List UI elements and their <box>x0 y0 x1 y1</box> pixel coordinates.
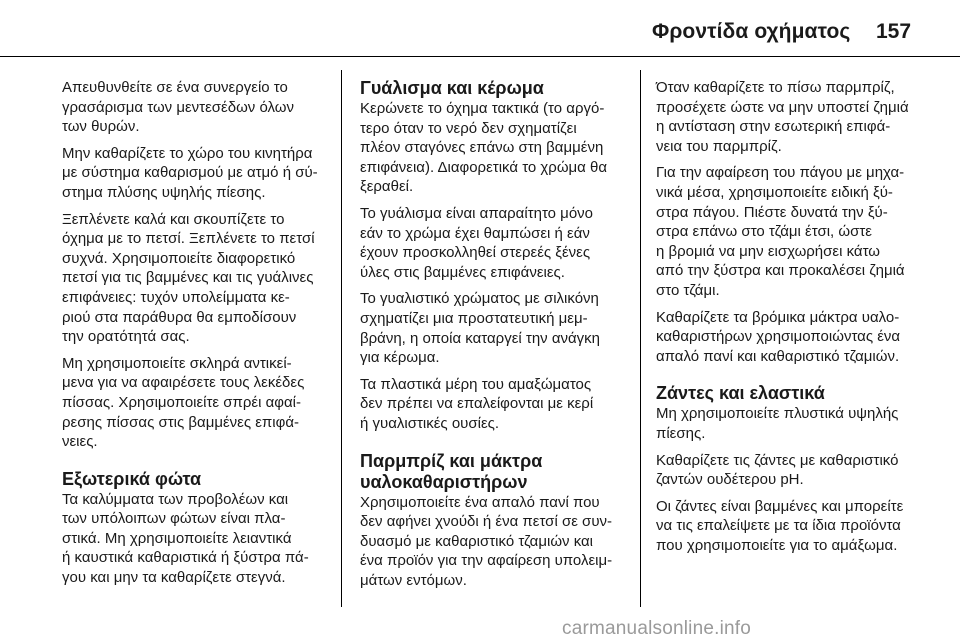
text-line: πίσσας. Χρησιμοποιείτε σπρέι αφαί- <box>62 393 302 411</box>
section-heading: Ζάντες και ελαστικά <box>656 383 825 404</box>
column-2 <box>360 78 636 597</box>
text-line: ξεραθεί. <box>360 178 414 196</box>
text-line: στημα πλύσης υψηλής πίεσης. <box>62 183 266 201</box>
text-line: με σύστημα καθαρισμού με ατμό ή σύ- <box>62 164 318 182</box>
text-line: για κέρωμα. <box>360 349 440 367</box>
text-line: ρεσης πίσσας στις βαμμένες επιφά- <box>62 413 300 431</box>
text-line: εάν το χρώμα έχει θαμπώσει ή εάν <box>360 224 590 242</box>
paragraph <box>360 99 636 197</box>
text-line: ή καυστικά καθαριστικά ή ξύστρα πά- <box>62 549 309 567</box>
paragraph <box>62 354 334 452</box>
text-line: στρα επάνω στο τζάμι έτσι, ώστε <box>656 223 872 241</box>
text-line: Μη χρησιμοποιείτε πλυστικά υψηλής <box>656 405 899 423</box>
text-line: την ορατότητά σας. <box>62 328 190 346</box>
section-heading: Γυάλισμα και κέρωμα <box>360 78 544 98</box>
text-line: των υπόλοιπων φώτων είναι πλα- <box>62 510 286 528</box>
text-line: Τα καλύμματα των προβολέων και <box>62 490 289 508</box>
paragraph <box>62 144 334 203</box>
text-line: δεν αφήνει χνούδι ή ένα πετσί σε συν- <box>360 513 613 531</box>
text-line: βράνη, η οποία καταργεί την ανάγκη <box>360 329 601 347</box>
column-1 <box>62 78 334 595</box>
text-line: Ξεπλένετε καλά και σκουπίζετε το <box>62 210 285 228</box>
paragraph <box>656 497 946 556</box>
heading-line: Παρμπρίζ και μάκτρα <box>360 450 543 471</box>
paragraph <box>360 289 636 367</box>
text-line: Όταν καθαρίζετε το πίσω παρμπρίζ, <box>656 79 895 96</box>
text-line: Τα πλαστικά μέρη του αμαξώματος <box>360 375 592 393</box>
paragraph <box>62 490 334 588</box>
text-line: νικά μέσα, χρησιμοποιείτε ειδική ξύ- <box>656 183 893 201</box>
header-divider <box>0 56 960 57</box>
page-title: Φροντίδα οχήματος <box>652 20 851 43</box>
column-3 <box>656 78 946 562</box>
paragraph <box>62 78 334 137</box>
text-line: Μη χρησιμοποιείτε σκληρά αντικεί- <box>62 354 292 372</box>
paragraph <box>360 204 636 282</box>
text-line: να τις επαλείψετε με τα ίδια προϊόντα <box>656 517 901 535</box>
text-line: πετσί για τις βαμμένες και τις γυάλινες <box>62 269 314 287</box>
text-line: όχημα με το πετσί. Ξεπλένετε το πετσί <box>62 230 315 248</box>
text-line: Χρησιμοποιείτε ένα απαλό πανί που <box>360 493 600 511</box>
text-line: δεν πρέπει να επαλείφονται με κερί <box>360 395 594 413</box>
heading-line: υαλοκαθαριστήρων <box>360 471 528 492</box>
paragraph <box>360 375 636 434</box>
text-line: γου και μην τα καθαρίζετε στεγνά. <box>62 569 286 587</box>
paragraph <box>360 493 636 591</box>
text-line: η βρομιά να μην εισχωρήσει κάτω <box>656 242 881 260</box>
paragraph <box>656 78 946 156</box>
text-line: δυασμό με καθαριστικό τζαμιών και <box>360 532 594 550</box>
text-line: Απευθυνθείτε σε ένα συνεργείο το <box>62 79 288 96</box>
paragraph <box>62 210 334 347</box>
text-line: ριού στα παράθυρα θα εμποδίσουν <box>62 308 297 326</box>
text-line: νεια του παρμπρίζ. <box>656 137 782 155</box>
text-line: στικά. Μη χρησιμοποιείτε λειαντικά <box>62 529 292 547</box>
text-line: Καθαρίζετε τα βρόμικα μάκτρα υαλο- <box>656 308 900 326</box>
text-line: που χρησιμοποιείτε για το αμάξωμα. <box>656 536 898 554</box>
text-line: Οι ζάντες είναι βαμμένες και μπορείτε <box>656 497 904 515</box>
text-line: έχουν προσκολληθεί στερεές ξένες <box>360 244 591 262</box>
column-divider-2 <box>640 70 641 607</box>
text-line: νειες. <box>62 433 98 451</box>
text-line: στρα πάγου. Πιέστε δυνατά την ξύ- <box>656 203 888 221</box>
text-line: γρασάρισμα των μεντεσέδων όλων <box>62 98 294 116</box>
text-line: απαλό πανί και καθαριστικό τζαμιών. <box>656 347 900 365</box>
text-line: ζαντών ουδέτερου pH. <box>656 471 804 489</box>
paragraph <box>656 308 946 367</box>
column-divider-1 <box>341 70 342 607</box>
text-line: Μην καθαρίζετε το χώρο του κινητήρα <box>62 144 313 162</box>
text-line: ύλες στις βαμμένες επιφάνειες. <box>360 263 565 281</box>
text-line: Το γυαλιστικό χρώματος με σιλικόνη <box>360 290 599 308</box>
text-line: πλέον σταγόνες επάνω στη βαμμένη <box>360 139 604 157</box>
text-line: ένα προϊόν για την αφαίρεση υπολειμ- <box>360 552 613 570</box>
paragraph <box>656 451 946 490</box>
section-heading <box>360 451 636 493</box>
paragraph <box>656 404 946 443</box>
text-line: ή γυαλιστικές ουσίες. <box>360 414 500 432</box>
watermark-text: carmanualsonline.info <box>562 618 752 639</box>
text-line: πίεσης. <box>656 424 706 442</box>
text-line: Καθαρίζετε τις ζάντες με καθαριστικό <box>656 451 899 469</box>
text-line: συχνά. Χρησιμοποιείτε διαφορετικό <box>62 249 296 267</box>
text-line: μάτων εντόμων. <box>360 571 467 589</box>
text-line: καθαριστήρων χρησιμοποιώντας ένα <box>656 328 901 346</box>
text-line: επιφάνεια). Διαφορετικά το χρώμα θα <box>360 158 608 176</box>
text-line: Κερώνετε το όχημα τακτικά (το αργό- <box>360 100 605 117</box>
text-line: Για την αφαίρεση του πάγου με μηχα- <box>656 164 905 182</box>
text-line: η αντίσταση στην εσωτερική επιφά- <box>656 118 891 136</box>
text-line: σχηματίζει μια προστατευτική μεμ- <box>360 309 588 327</box>
page-number: 157 <box>876 20 912 43</box>
text-line: Το γυάλισμα είναι απαραίτητο μόνο <box>360 204 593 222</box>
text-line: στο τζάμι. <box>656 281 720 299</box>
text-line: μενα για να αφαιρέσετε τους λεκέδες <box>62 374 305 392</box>
text-line: προσέχετε ώστε να μην υποστεί ζημιά <box>656 98 909 116</box>
text-line: επιφάνειες: τυχόν υπολείμματα κε- <box>62 288 290 306</box>
paragraph <box>656 163 946 300</box>
text-line: από την ξύστρα και προκαλέσει ζημιά <box>656 262 905 280</box>
section-heading: Εξωτερικά φώτα <box>62 468 202 489</box>
text-line: τερο όταν το νερό δεν σχηματίζει <box>360 119 577 137</box>
text-line: των θυρών. <box>62 118 140 136</box>
